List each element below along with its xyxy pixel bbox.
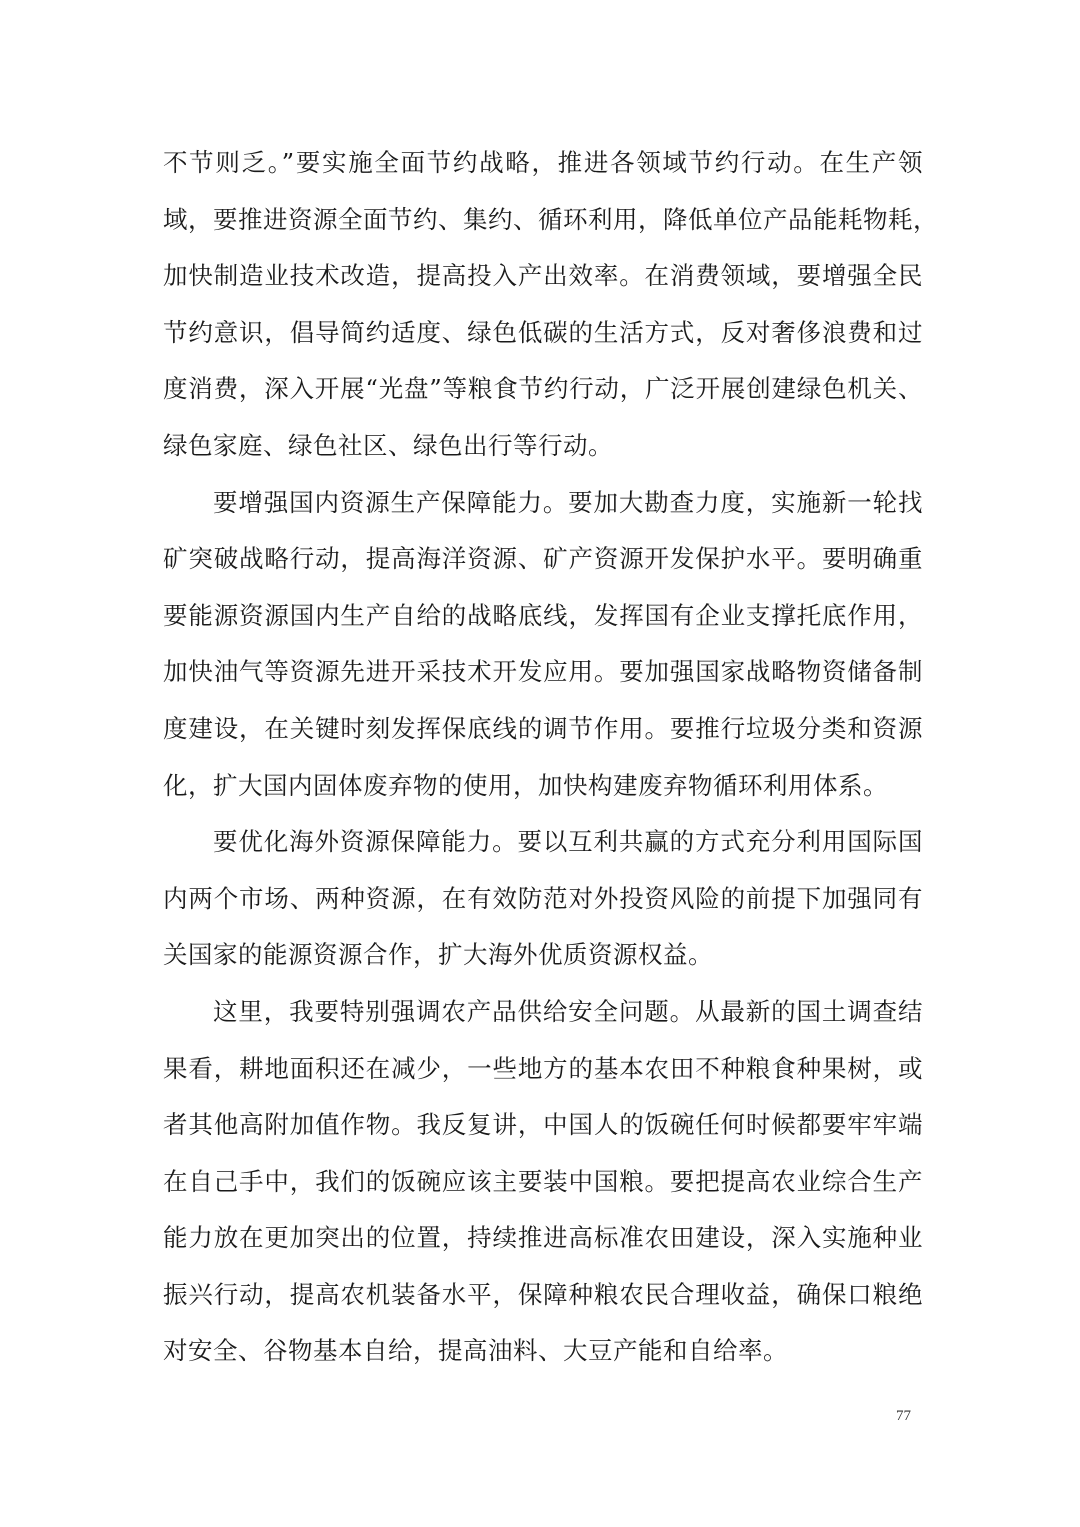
text-line: 这里，我要特别强调农产品供给安全问题。从最新的国土调查结: [213, 996, 923, 1026]
text-line: 要优化海外资源保障能力。要以互利共赢的方式充分利用国际国: [213, 827, 923, 857]
body-text: [163, 135, 938, 1380]
text-line: 度建设，在关键时刻发挥保底线的调节作用。要推行垃圾分类和资源: [163, 713, 923, 743]
text-line: 不节则乏。”要实施全面节约战略，推进各领域节约行动。在生产领: [163, 148, 923, 177]
text-line: 关国家的能源资源合作，扩大海外优质资源权益。: [163, 940, 713, 970]
text-line: 绿色家庭、绿色社区、绿色出行等行动。: [163, 430, 613, 460]
text-line: 域，要推进资源全面节约、集约、循环利用，降低单位产品能耗物耗，: [163, 204, 938, 234]
text-line: 对安全、谷物基本自给，提高油料、大豆产能和自给率。: [163, 1336, 788, 1366]
text-line: 者其他高附加值作物。我反复讲，中国人的饭碗任何时候都要牢牢端: [163, 1110, 923, 1140]
text-line: 在自己手中，我们的饭碗应该主要装中国粮。要把提高农业综合生产: [163, 1166, 923, 1196]
page-number: 77: [896, 1408, 911, 1424]
text-line: 加快制造业技术改造，提高投入产出效率。在消费领域，要增强全民: [163, 261, 923, 291]
text-line: 化，扩大国内固体废弃物的使用，加快构建废弃物循环利用体系。: [163, 770, 888, 800]
text-line: 果看，耕地面积还在减少，一些地方的基本农田不种粮食种果树，或: [163, 1053, 923, 1083]
text-line: 要增强国内资源生产保障能力。要加大勘查力度，实施新一轮找: [213, 487, 923, 517]
text-line: 矿突破战略行动，提高海洋资源、矿产资源开发保护水平。要明确重: [163, 544, 923, 574]
text-line: 内两个市场、两种资源，在有效防范对外投资风险的前提下加强同有: [163, 883, 923, 913]
text-line: 能力放在更加突出的位置，持续推进高标准农田建设，深入实施种业: [163, 1223, 923, 1253]
text-line: 加快油气等资源先进开采技术开发应用。要加强国家战略物资储备制: [163, 657, 923, 687]
text-line: 度消费，深入开展“光盘”等粮食节约行动，广泛开展创建绿色机关、: [163, 374, 923, 404]
text-line: 振兴行动，提高农机装备水平，保障种粮农民合理收益，确保口粮绝: [163, 1279, 923, 1309]
text-line: 节约意识，倡导简约适度、绿色低碳的生活方式，反对奢侈浪费和过: [163, 317, 923, 347]
text-line: 要能源资源国内生产自给的战略底线，发挥国有企业支撑托底作用，: [163, 600, 923, 630]
